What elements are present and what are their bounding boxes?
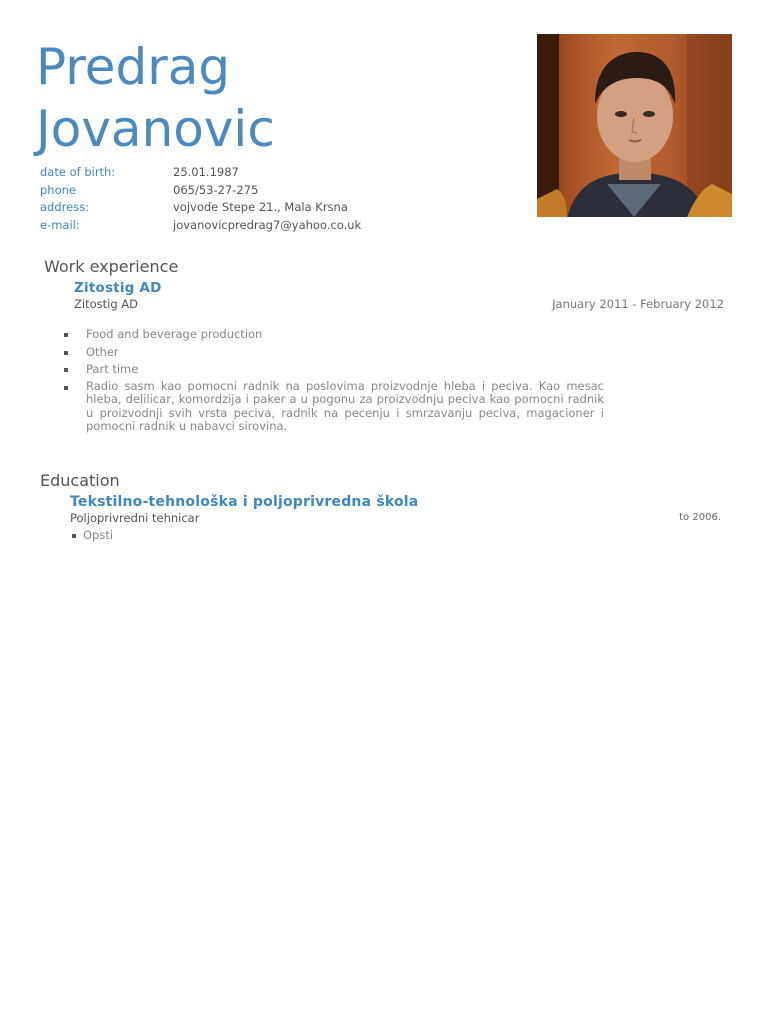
detail-label: phone — [40, 182, 76, 197]
address: vojvode Stepe 21., Mala Krsna — [173, 200, 348, 214]
birth-date: 25.01.1987 — [173, 165, 239, 179]
detail-label: e-mail: — [40, 217, 80, 232]
personal-details — [40, 164, 500, 234]
candidate-name — [36, 36, 275, 160]
work-experience-heading: Work experience — [44, 257, 179, 276]
detail-row-address — [40, 199, 500, 217]
degree-title: Poljoprivredni tehnicar — [70, 511, 200, 525]
detail-row-email — [40, 217, 500, 235]
list-item: Other — [64, 345, 604, 359]
list-item: Opsti — [72, 528, 113, 542]
phone-number: 065/53-27-275 — [173, 182, 259, 197]
email-address[interactable]: jovanovicpredrag7@yahoo.co.uk — [173, 217, 362, 232]
portrait-illustration — [537, 34, 732, 217]
last-name: Jovanovic — [36, 100, 275, 158]
job-company-name: Zitostig AD — [74, 280, 162, 296]
job-description: Radio sasm kao pomocni radnik na poslovima proizvodnje hleba i peciva. Kao mesac hleba, delilicar, komordzija i paker a u pogonu za proizvodnju peciva kao pomocni radnik u proizvodnji svih vrsta peciva, radnik na pecenju i smrzavanju peciva, magacioner i pomocni radnik u nabavci sirovina. — [64, 380, 604, 434]
job-dates: January 2011 - February 2012 — [552, 297, 724, 311]
education-dates: to 2006. — [679, 512, 721, 523]
first-name: Predrag — [36, 38, 231, 96]
job-details-list — [64, 327, 604, 437]
detail-row-birth — [40, 164, 500, 182]
detail-row-phone — [40, 182, 500, 200]
job-employer: Zitostig AD — [74, 297, 138, 311]
profile-photo — [537, 34, 732, 217]
school-name: Tekstilno-tehnološka i poljoprivredna škola — [70, 494, 419, 510]
list-item: Part time — [64, 362, 604, 376]
detail-label: address: — [40, 200, 90, 214]
list-item: Food and beverage production — [64, 327, 604, 341]
education-heading: Education — [40, 471, 120, 490]
education-details-list — [72, 528, 113, 542]
detail-label: date of birth: — [40, 165, 116, 179]
